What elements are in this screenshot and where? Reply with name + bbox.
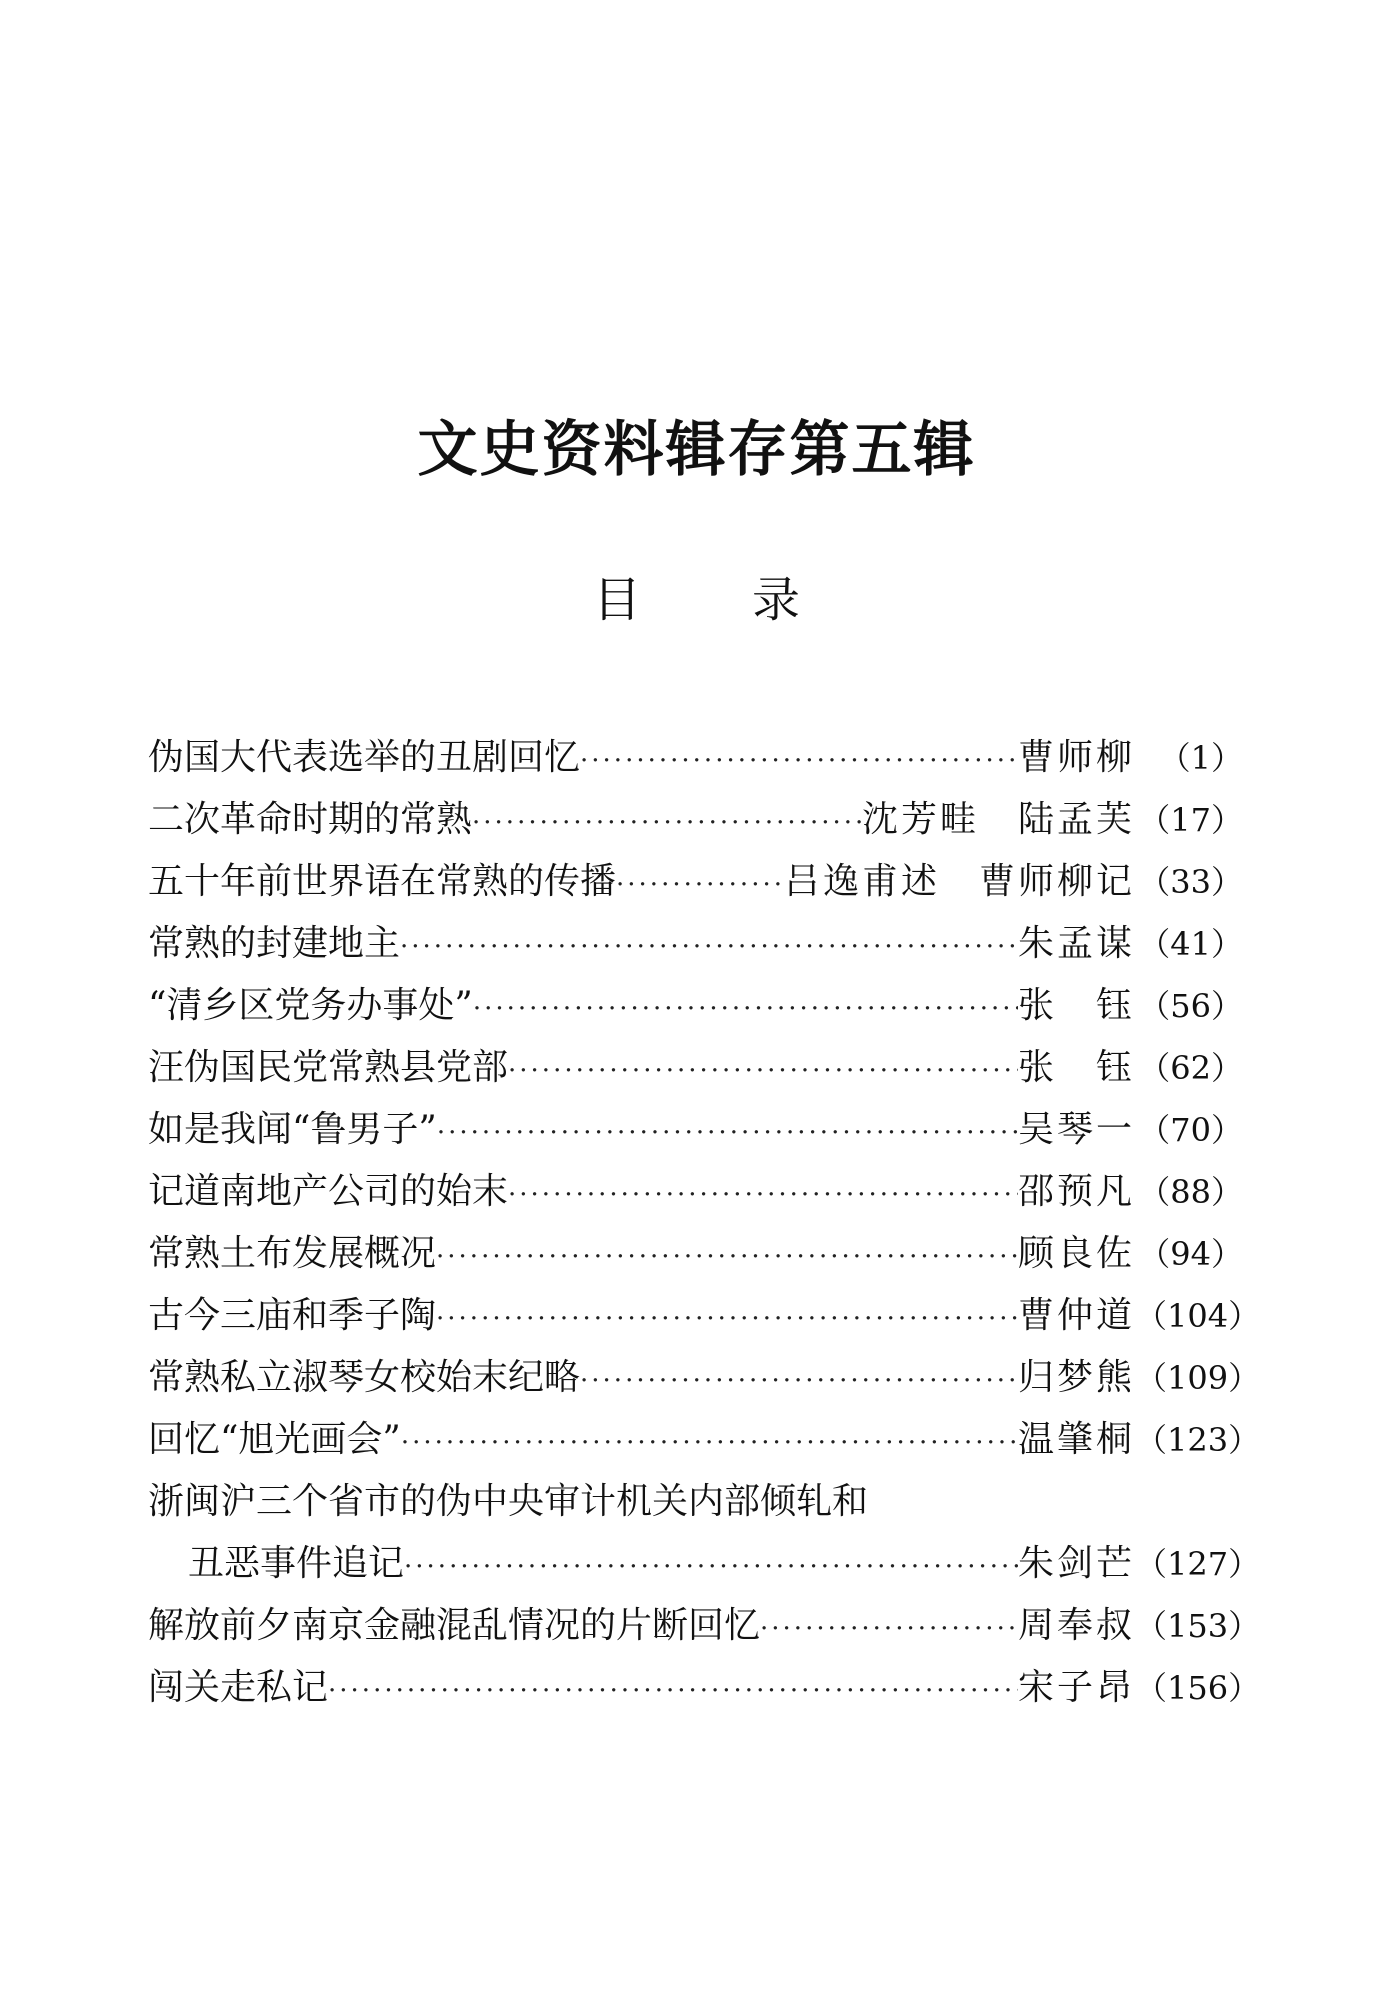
leader-dots — [508, 1164, 1018, 1226]
leader-dots — [760, 1598, 1018, 1660]
toc-entry-continuation — [148, 1533, 1261, 1595]
toc-entry-page: （88） — [1138, 1173, 1243, 1211]
toc-entry-title: 常熟的封建地主 — [148, 923, 401, 964]
toc-entry — [148, 1657, 1261, 1719]
leader-dots — [580, 730, 1018, 792]
toc-entry — [148, 851, 1243, 913]
toc-entry-title: 伪国大代表选举的丑剧回忆 — [148, 737, 581, 778]
toc-entry-title: 解放前夕南京金融混乱情况的片断回忆 — [148, 1605, 761, 1646]
toc-entry-page: （94） — [1138, 1235, 1243, 1273]
toc-entry-author: 邵预凡 — [1017, 1171, 1135, 1212]
toc-entry-title: 二次革命时期的常熟 — [148, 799, 473, 840]
toc-entry — [148, 1285, 1261, 1347]
toc-entry — [148, 1409, 1261, 1471]
toc-entry — [148, 1161, 1243, 1223]
toc-entry-first-line — [148, 1471, 1243, 1533]
toc-heading — [0, 565, 1393, 635]
toc-entry-page: （33） — [1138, 863, 1243, 901]
toc-entry-author: 宋子昂 — [1017, 1667, 1135, 1708]
toc-entry — [148, 1347, 1261, 1409]
leader-dots — [401, 1412, 1018, 1474]
toc-entry-title: 回忆“旭光画会” — [148, 1419, 401, 1460]
toc-entry-author: 周奉叔 — [1017, 1605, 1135, 1646]
toc-entry-author: 顾良佐 — [1017, 1233, 1135, 1274]
toc-entry-title: 闯关走私记 — [148, 1667, 329, 1708]
toc-entry-page: （123） — [1135, 1421, 1261, 1459]
leader-dots — [437, 1102, 1018, 1164]
toc-entry-author: 归梦熊 — [1017, 1357, 1135, 1398]
toc-entry-title: 记道南地产公司的始末 — [148, 1171, 509, 1212]
toc-entry-title: 常熟私立淑琴女校始末纪略 — [148, 1357, 581, 1398]
toc-entry-author: 朱孟谋 — [1017, 923, 1135, 964]
toc-entry — [148, 913, 1243, 975]
toc-entry-page: （153） — [1135, 1607, 1261, 1645]
leader-dots — [400, 916, 1018, 978]
toc-entry-title: 汪伪国民党常熟县党部 — [148, 1047, 509, 1088]
toc-entry — [148, 1099, 1243, 1161]
toc-entry-title: 五十年前世界语在常熟的传播 — [148, 861, 617, 902]
toc-entry — [148, 789, 1243, 851]
toc-entry-author: 吕逸甫述 曹师柳记 — [783, 861, 1135, 902]
toc-entry-author: 沈芳畦 陆孟芙 — [861, 799, 1135, 840]
toc-entry-page: （62） — [1138, 1049, 1243, 1087]
leader-dots — [436, 1226, 1018, 1288]
toc-entry-title: 常熟土布发展概况 — [148, 1233, 437, 1274]
toc-entry-author: 张 钰 — [1017, 1047, 1135, 1088]
toc-entry-page: （104） — [1135, 1297, 1261, 1335]
toc-entry — [148, 1223, 1243, 1285]
toc-heading-left: 目 — [593, 572, 642, 628]
toc-heading-right: 录 — [752, 572, 801, 628]
toc-entry-title: 如是我闻“鲁男子” — [148, 1109, 437, 1150]
toc-entry-page: （70） — [1138, 1111, 1243, 1149]
toc-entry-author: 张 钰 — [1017, 985, 1135, 1026]
toc-entry-title: 浙闽沪三个省市的伪中央审计机关内部倾轧和 — [148, 1481, 869, 1522]
toc-entry-author: 温肇桐 — [1017, 1419, 1135, 1460]
leader-dots — [472, 792, 862, 854]
toc-entry-page: （56） — [1138, 987, 1243, 1025]
leader-dots — [580, 1350, 1018, 1412]
toc-entry-page: （127） — [1135, 1545, 1261, 1583]
leader-dots — [404, 1536, 1018, 1598]
table-of-contents — [148, 727, 1261, 1719]
toc-entry-page: （41） — [1138, 925, 1243, 963]
toc-entry-page: （17） — [1138, 801, 1243, 839]
toc-entry — [148, 975, 1243, 1037]
toc-entry-author: 曹仲道 — [1017, 1295, 1135, 1336]
book-title: 文史资料辑存第五辑 — [417, 415, 976, 485]
toc-entry-title: 古今三庙和季子陶 — [148, 1295, 437, 1336]
leader-dots — [473, 978, 1018, 1040]
toc-entry-page: （1） — [1158, 739, 1243, 777]
toc-entry — [148, 1037, 1243, 1099]
toc-entry-page: （109） — [1135, 1359, 1261, 1397]
leader-dots — [436, 1288, 1018, 1350]
toc-entry-title-continued: 丑恶事件追记 — [188, 1543, 405, 1584]
leader-dots — [616, 854, 784, 916]
leader-dots — [508, 1040, 1018, 1102]
toc-entry-author: 吴琴一 — [1017, 1109, 1135, 1150]
toc-entry — [148, 1595, 1261, 1657]
leader-dots — [328, 1660, 1018, 1722]
toc-entry — [148, 727, 1243, 789]
toc-entry-author: 曹师柳 — [1017, 737, 1135, 778]
toc-entry-page: （156） — [1135, 1669, 1261, 1707]
toc-entry-title: “清乡区党务办事处” — [148, 985, 473, 1026]
toc-entry-author: 朱剑芒 — [1017, 1543, 1135, 1584]
